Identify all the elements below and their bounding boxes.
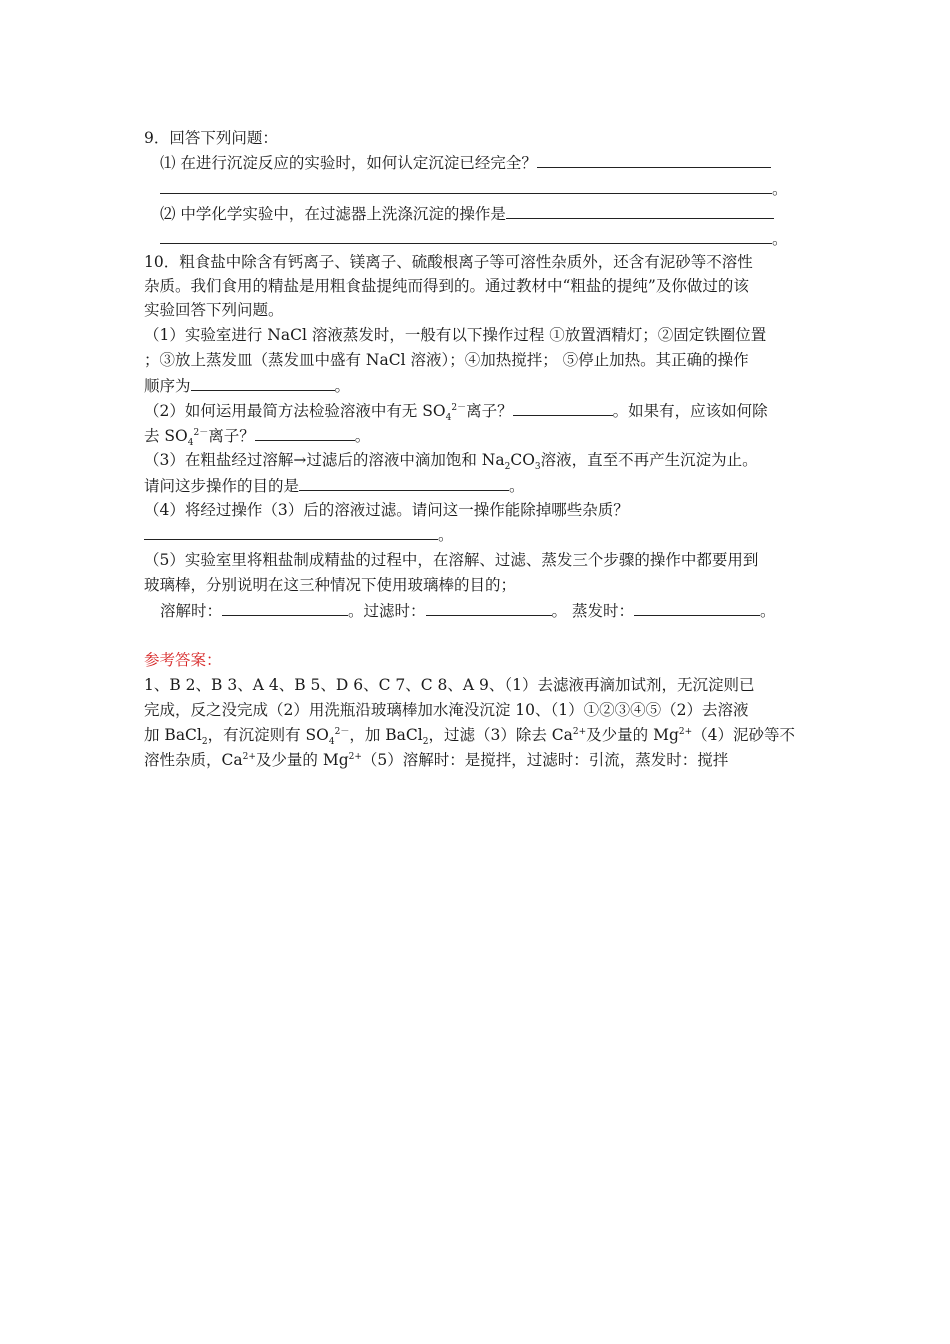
q10-intro-line3: 实验回答下列问题。: [144, 301, 284, 319]
arrow-icon: →: [293, 451, 307, 469]
q10-s2-line2: 去 $SO_4^{2-}$离子？ 。: [144, 427, 371, 449]
q10-s4-line1: （4）将经过操作（3）后的溶液过滤。请问这一操作能除掉哪些杂质？: [144, 501, 629, 519]
answer-blank[interactable]: [160, 178, 772, 194]
q9-title: 9．回答下列问题：: [144, 129, 278, 147]
q10-s1-line1: （1）实验室进行 NaCl 溶液蒸发时，一般有以下操作过程 ①放置酒精灯；②固定铁圈位置: [144, 326, 767, 344]
q9-part1: ⑴ 在进行沉淀反应的实验时，如何认定沉淀已经完全？: [160, 152, 771, 173]
answer-blank[interactable]: [222, 600, 348, 616]
q10-s2-line1: （2）如何运用最简方法检验溶液中有无 $SO_4^{2-}$离子？ 。如果有，应该如何除: [144, 402, 768, 424]
q9-part2: ⑵ 中学化学实验中，在过滤器上洗涤沉淀的操作是: [160, 203, 774, 224]
answer-blank[interactable]: [299, 475, 509, 491]
answers-line2: 完成，反之没完成（2）用洗瓶沿玻璃棒加水淹没沉淀 10、（1）①②③④⑤（2）去溶液: [144, 701, 749, 719]
answers-line4: 溶性杂质，$Ca^{2+}$及少量的 $Mg^{2+}(5)$溶解时：是搅拌，过滤时：引流，蒸发时：搅拌: [144, 751, 729, 769]
q10-s3-line1: （3）在粗盐经过溶解→过滤后的溶液中滴加饱和 $Na_2CO_3$溶液，直至不再产生沉淀为止。: [144, 451, 758, 473]
answer-blank[interactable]: [255, 425, 355, 441]
q10-s5-line3: 溶解时： 。过滤时： 。 蒸发时： 。: [160, 602, 776, 620]
answers-line1: 1、B 2、B 3、A 4、B 5、D 6、C 7、C 8、A 9、（1）去滤液再滴加试剂，无沉淀则已: [144, 676, 755, 694]
q10-s4-line2: 。: [144, 524, 454, 545]
answer-blank[interactable]: [191, 375, 335, 391]
answer-blank[interactable]: [160, 228, 772, 244]
q10-s5-line2: 玻璃棒，分别说明在这三种情况下使用玻璃棒的目的；: [144, 576, 517, 594]
q10-intro-line2: 杂质。我们食用的精盐是用粗食盐提纯而得到的。通过教材中“粗盐的提纯”及你做过的该: [144, 277, 749, 295]
answers-line3: 加 BaCl$_2$，有沉淀则有 $SO_4^{2-}$，加 BaCl$_2$，过滤（3）除去 $Ca^{2+}$及少量的 $Mg^{2+}(4)$泥砂等不: [144, 726, 796, 748]
q10-s3-line2: 请问这步操作的目的是 。: [144, 477, 525, 495]
answer-blank[interactable]: [537, 152, 771, 168]
q9-part2-cont: 。: [160, 228, 788, 249]
answer-blank[interactable]: [144, 524, 438, 540]
q10-s5-line1: （5）实验室里将粗盐制成精盐的过程中，在溶解、过滤、蒸发三个步骤的操作中都要用到: [144, 551, 759, 569]
q10-s1-line2: ；③放上蒸发皿（蒸发皿中盛有 NaCl 溶液）；④加热搅拌； ⑤停止加热。其正确的操作: [144, 351, 749, 369]
answer-blank[interactable]: [426, 600, 552, 616]
answer-blank[interactable]: [634, 600, 760, 616]
answers-heading: 参考答案：: [144, 651, 222, 669]
answer-blank[interactable]: [506, 203, 774, 219]
q9-part1-cont: 。: [160, 178, 788, 199]
q10-intro-line1: 10．粗食盐中除含有钙离子、镁离子、硫酸根离子等可溶性杂质外，还含有泥砂等不溶性: [144, 253, 753, 271]
answer-blank[interactable]: [513, 400, 613, 416]
q10-s1-line3: 顺序为 。: [144, 377, 351, 395]
